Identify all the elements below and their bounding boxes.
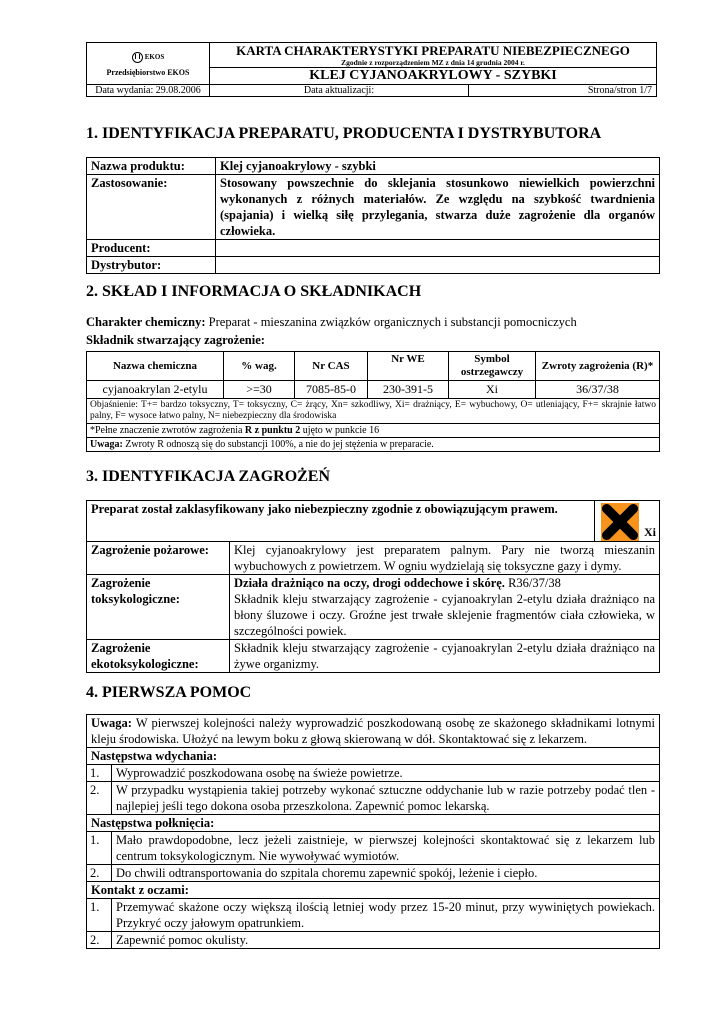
irritant-x-icon (601, 503, 639, 541)
table-cell: 7085-85-0 (295, 381, 368, 399)
item-number: 2. (87, 865, 112, 882)
row-key: Producent: (87, 240, 216, 257)
document-header (86, 42, 657, 97)
table-cell: Xi (449, 381, 536, 399)
item-text: Mało prawdopodobne, lecz jeżeli zaistnieje, w pierwszej kolejności skontaktować się z lekarzem lub centrum toksykologicznym. Nie wywoływać wymiotów. (112, 832, 660, 865)
list-item (87, 899, 660, 932)
document-title: KARTA CHARAKTERYSTYKI PREPARATU NIEBEZPIECZNEGO Zgodnie z rozporządzeniem MZ z dnia 14 grudnia 2004 r. (210, 43, 657, 68)
concentration-note: Uwaga: Zwroty R odnoszą się do substancji 100%, a nie do jej stężenia w preparacie. (87, 438, 660, 452)
section-1-heading: 1. IDENTYFIKACJA PREPARATU, PRODUCENTA I DYSTRYBUTORA (86, 125, 602, 142)
hazard-symbol-label: Xi (644, 525, 656, 539)
classification-statement: Preparat został zaklasyfikowany jako niebezpieczny zgodnie z obowiązującym prawem. (87, 501, 595, 542)
symbol-explanation: Objaśnienie: T+= bardzo toksyczny, T= toksyczny, C= żrący, Xn= szkodliwy, Xi= drażniący, E= wybuchowy, O= utleniający, F+= skrajnie łatwo palny, F= wysoce łatwo palny, N= niebezpieczny dla środowiska (87, 399, 660, 424)
table-cell: >=30 (224, 381, 295, 399)
chemical-character-label: Charakter chemiczny: (86, 315, 206, 329)
first-aid-table (86, 714, 660, 949)
table-row (87, 240, 660, 257)
table-header-row (87, 352, 660, 381)
product-title: KLEJ CYJANOAKRYLOWY - SZYBKI (210, 68, 657, 85)
row-value (216, 257, 660, 274)
fire-hazard-text: Klej cyjanoakrylowy jest preparatem palnym. Pary nie tworzą mieszanin wybuchowych z powietrzem. W ogniu wydzielają się toksyczne gazy i dymy. (230, 542, 660, 575)
table-row (87, 715, 660, 748)
toxic-hazard-text: Działa drażniąco na oczy, drogi oddechowe i skórę. R36/37/38 Składnik kleju stwarzający zagrożenie - cyjanoakrylan 2-etylu działa drażniąco na błony śluzowe i oczy. Groźne jest trwałe sklejenie fragmentów ciała człowieka, w szczególności powiek. (230, 575, 660, 640)
update-date: Data aktualizacji: (210, 85, 469, 97)
item-number: 1. (87, 832, 112, 865)
eco-hazard-text: Składnik kleju stwarzający zagrożenie - cyjanoakrylan 2-etylu działa drażniąco na żywe organizmy. (230, 640, 660, 673)
hazard-component-label: Składnik stwarzający zagrożenie: (86, 333, 265, 347)
item-number: 1. (87, 765, 112, 782)
eye-contact-heading: Kontakt z oczami: (87, 882, 660, 899)
issue-date: Data wydania: 29.08.2006 (87, 85, 210, 97)
row-key: Nazwa produktu: (87, 158, 216, 175)
item-number: 1. (87, 899, 112, 932)
table-cell: 230-391-5 (368, 381, 449, 399)
table-row (87, 381, 660, 399)
table-row (87, 175, 660, 240)
eco-hazard-label: Zagrożenie ekotoksykologiczne: (87, 640, 230, 673)
list-item (87, 832, 660, 865)
column-header: % wag. (224, 352, 295, 381)
row-key: Zastosowanie: (87, 175, 216, 240)
fire-hazard-label: Zagrożenie pożarowe: (87, 542, 230, 575)
column-header: Nr CAS (295, 352, 368, 381)
item-text: W przypadku wystąpienia takiej potrzeby wykonać sztuczne oddychanie lub w razie potrzeby podać tlen - najlepiej jeśli tego dokona osoba przeszkolona. Zapewnić pomoc lekarską. (112, 782, 660, 815)
item-number: 2. (87, 932, 112, 949)
logo-text: EKOS (144, 53, 165, 61)
toxic-hazard-label: Zagrożenie toksykologiczne: (87, 575, 230, 640)
list-item (87, 782, 660, 815)
chemical-character (86, 315, 577, 330)
column-header: Symbol ostrzegawczy (449, 352, 536, 381)
row-key: Dystrybutor: (87, 257, 216, 274)
row-value (216, 240, 660, 257)
column-header: Zwroty zagrożenia (R)* (536, 352, 660, 381)
list-item (87, 932, 660, 949)
r-phrases-note: *Pełne znaczenie zwrotów zagrożenia R z punktu 2 ujęto w punkcie 16 (87, 424, 660, 438)
table-row (87, 640, 660, 673)
column-header: Nazwa chemiczna (87, 352, 224, 381)
row-value: Stosowany powszechnie do sklejania stosunkowo niewielkich powierzchni wykonanych z różnych materiałów. Ze względu na szybkość twardnienia (spajania) i wielką siłę przylegania, stwarza duże zagrożenie dla organów człowieka. (216, 175, 660, 240)
table-row (87, 158, 660, 175)
ingestion-heading: Następstwa połknięcia: (87, 815, 660, 832)
document-subtitle: Zgodnie z rozporządzeniem MZ z dnia 14 grudnia 2004 r. (341, 58, 525, 67)
inhalation-heading: Następstwa wdychania: (87, 748, 660, 765)
table-row (87, 257, 660, 274)
chemical-character-text: Preparat - mieszanina związków organicznych i substancji pomocniczych (205, 315, 577, 329)
identification-table (86, 157, 660, 274)
section-3-heading: 3. IDENTYFIKACJA ZAGROŻEŃ (86, 468, 331, 485)
ekos-logo-icon (132, 52, 143, 63)
table-cell: cyjanoakrylan 2-etylu (87, 381, 224, 399)
table-row (87, 542, 660, 575)
table-cell: 36/37/38 (536, 381, 660, 399)
section-2-heading: 2. SKŁAD I INFORMACJA O SKŁADNIKACH (86, 283, 422, 300)
item-text: Zapewnić pomoc okulisty. (112, 932, 660, 949)
composition-table (86, 351, 660, 452)
table-row (87, 575, 660, 640)
item-text: Do chwili odtransportowania do szpitala choremu zapewnić spokój, leżenie i ciepło. (112, 865, 660, 882)
company-name: Przedsiębiorstwo EKOS (106, 67, 190, 77)
item-number: 2. (87, 782, 112, 815)
item-text: Przemywać skażone oczy większą ilością letniej wody przez 15-20 minut, przy wywiniętych powiekach. Przykryć oczy jałowym opatrunkiem. (112, 899, 660, 932)
row-value: Klej cyjanoakrylowy - szybki (216, 158, 660, 175)
ekos-logo (91, 52, 205, 63)
hazard-pictogram (595, 501, 660, 542)
item-text: Wyprowadzić poszkodowana osobę na świeże powietrze. (112, 765, 660, 782)
page-number: Strona/stron 1/7 (469, 85, 657, 97)
table-row (87, 501, 660, 542)
section-4-heading: 4. PIERWSZA POMOC (86, 684, 252, 701)
company-cell (87, 43, 210, 85)
first-aid-warning: Uwaga: W pierwszej kolejności należy wyprowadzić poszkodowaną osobę ze skażonego składnikami lotnymi kleju środowiska. Ułożyć na lewym boku z głową skierowaną w dół. Skontaktować się z lekarzem. (87, 715, 660, 748)
column-header: Nr WE (368, 352, 449, 381)
list-item (87, 865, 660, 882)
hazards-table (86, 500, 660, 673)
list-item (87, 765, 660, 782)
